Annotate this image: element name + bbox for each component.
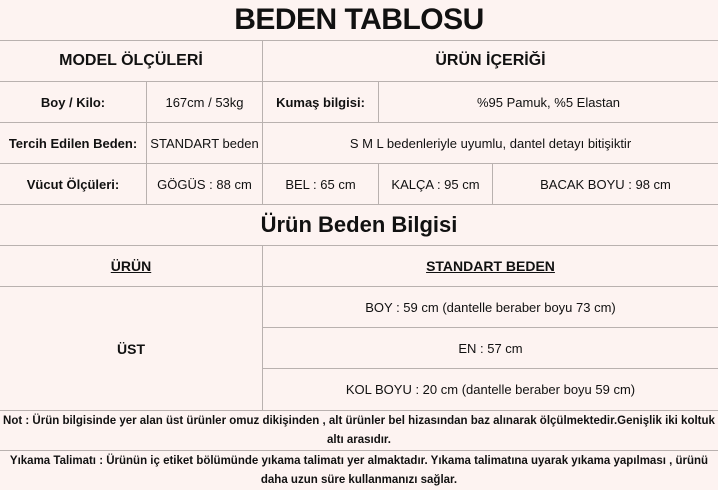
product-size-subtitle: Ürün Beden Bilgisi bbox=[260, 212, 458, 237]
preferred-size-label: Tercih Edilen Beden: bbox=[8, 135, 138, 151]
height-weight-value: 167cm / 53kg bbox=[146, 82, 262, 122]
body-measurements-label: Vücut Ölçüleri: bbox=[26, 176, 120, 192]
hip-measurement: KALÇA : 95 cm bbox=[378, 164, 492, 204]
size-compatibility-note: S M L bedenleriyle uyumlu, dantel detayı bitişiktir bbox=[262, 123, 718, 163]
measurement-note: Not : Ürün bilgisinde yer alan üst ürünler omuz dikişinden , alt ürünler bel hizasından baz alınarak ölçülmektedir.Genişlik iki koltuk altı arasıdır. bbox=[3, 414, 715, 446]
width-measurement: EN : 57 cm bbox=[262, 328, 718, 369]
section-header-row bbox=[0, 41, 718, 82]
preferred-size-value: STANDART beden bbox=[146, 123, 262, 163]
size-table-header-row bbox=[0, 246, 718, 287]
leg-length-measurement: BACAK BOYU : 98 cm bbox=[492, 164, 718, 204]
length-measurement: BOY : 59 cm (dantelle beraber boyu 73 cm) bbox=[262, 287, 718, 328]
product-name-cell: ÜST bbox=[117, 340, 145, 357]
height-weight-label: Boy / Kilo: bbox=[40, 94, 106, 110]
standard-size-column-header: STANDART BEDEN bbox=[262, 246, 718, 286]
title-row bbox=[0, 0, 718, 41]
height-weight-row bbox=[0, 82, 718, 123]
sleeve-length-measurement: KOL BOYU : 20 cm (dantelle beraber boyu 59 cm) bbox=[262, 369, 718, 410]
washing-note-row bbox=[0, 451, 718, 490]
product-column-header: ÜRÜN bbox=[110, 258, 152, 274]
chest-measurement: GÖGÜS : 88 cm bbox=[146, 164, 262, 204]
waist-measurement: BEL : 65 cm bbox=[262, 164, 378, 204]
subtitle-row bbox=[0, 205, 718, 246]
measurement-note-row bbox=[0, 411, 718, 451]
preferred-size-row bbox=[0, 123, 718, 164]
fabric-value: %95 Pamuk, %5 Elastan bbox=[378, 82, 718, 122]
model-measurements-header: MODEL ÖLÇÜLERİ bbox=[59, 52, 203, 69]
product-content-header: ÜRÜN İÇERİĞİ bbox=[262, 41, 718, 81]
page-title: BEDEN TABLOSU bbox=[234, 3, 484, 36]
washing-instruction-note: Yıkama Talimatı : Ürünün iç etiket bölümünde yıkama talimatı yer almaktadır. Yıkama talimatına uyarak yıkama yapılması , ürünü daha uzun süre kullanmanızı sağlar. bbox=[9, 454, 709, 486]
fabric-label: Kumaş bilgisi: bbox=[262, 82, 378, 122]
body-measurements-row bbox=[0, 164, 718, 205]
size-table-body bbox=[0, 287, 718, 411]
